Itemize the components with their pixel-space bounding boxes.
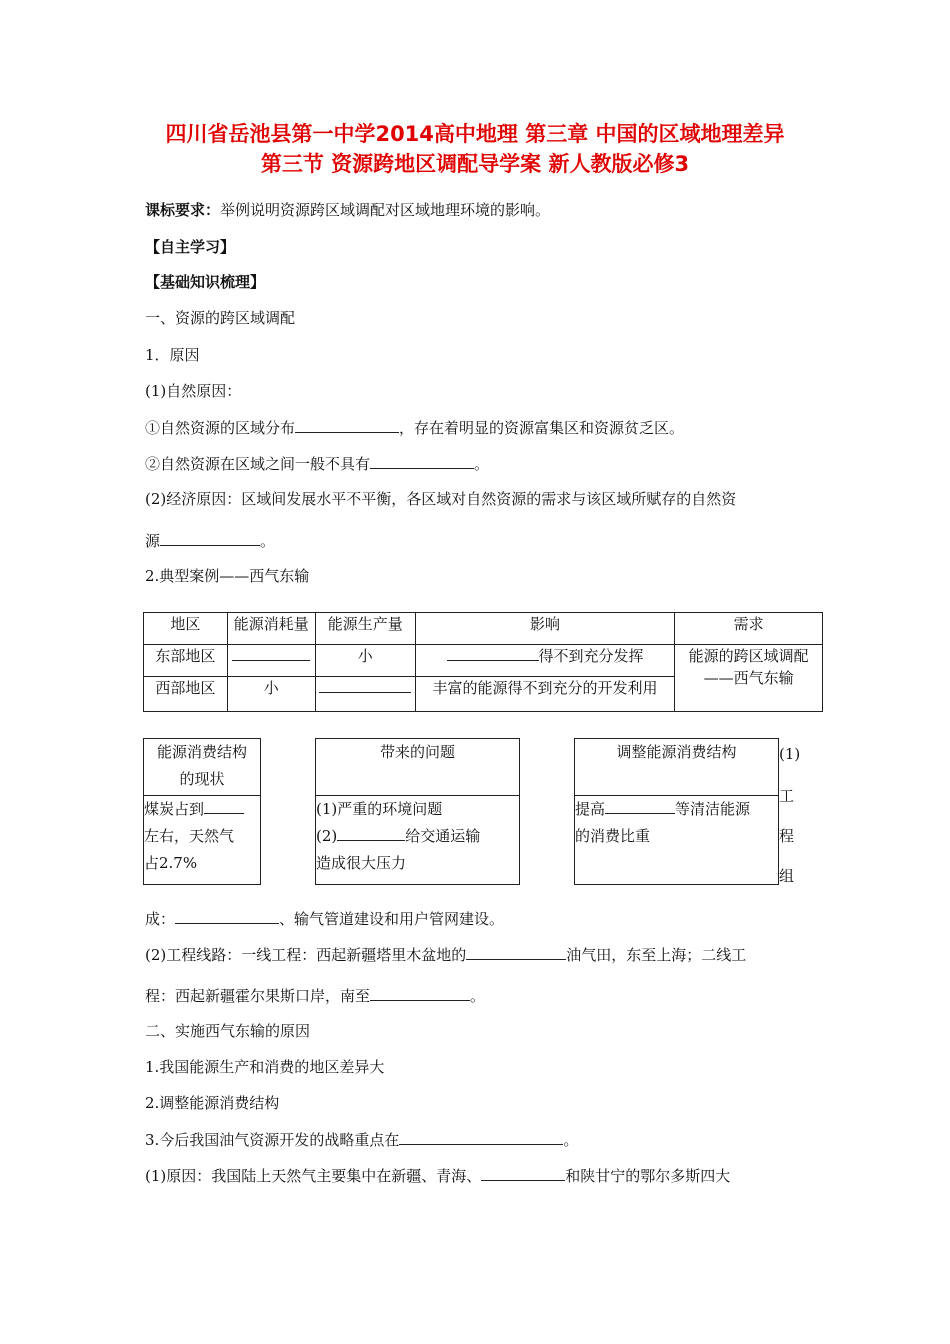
section-basic: 【基础知识梳理】 [145,273,266,291]
blank-south-end[interactable] [370,985,470,1001]
cell-east-region: 东部地区 [144,645,228,677]
box2-body-1: (1)严重的环境问题 [316,800,443,818]
economic-reason-2-b: 。 [260,532,276,550]
box-problems [315,738,520,885]
box1-header [144,739,260,796]
route-line-1 [145,944,746,965]
cell-need [675,645,823,712]
side-text-2: 工 [779,787,795,805]
doc-title-line1: 四川省岳池县第一中学2014高中地理 第三章 中国的区域地理差异 [165,122,785,146]
box1-header-2: 的现状 [179,770,225,788]
reason-3-b: 。 [563,1131,579,1149]
box2-body-3: 造成很大压力 [316,854,407,872]
doc-title-line2: 第三节 资源跨地区调配导学案 新人教版必修3 [260,152,690,176]
box-current-structure [143,738,261,885]
cell-west-production [315,677,415,712]
natural-item-2-b: 。 [474,455,490,473]
case-heading: 2.典型案例——西气东输 [145,567,310,585]
box3-body-2: 的消费比重 [575,827,651,845]
cell-east-production: 小 [315,645,415,677]
economic-reason-2-a: 源 [145,532,161,550]
side-text-4: 组 [779,867,795,885]
table-row-east [144,645,823,677]
heading-1: 一、资源的跨区域调配 [145,309,296,327]
header-impact: 影响 [415,613,675,645]
box-adjust-structure [574,738,779,885]
cell-east-impact [415,645,675,677]
box1-body-2: 左右，天然气 [144,827,235,845]
route-line-2-b: 。 [470,987,486,1005]
blank-east-impact[interactable] [447,645,539,661]
composition-a: 成： [145,910,176,928]
cell-east-consumption [227,645,315,677]
blank-2[interactable] [370,453,474,469]
natural-reason: (1)自然原因： [145,382,242,400]
box2-body-2 [316,823,519,850]
cell-west-consumption: 小 [227,677,315,712]
natural-item-1-b: ，存在着明显的资源富集区和资源贫乏区。 [399,419,685,437]
natural-item-1 [145,417,684,438]
reason-3 [145,1129,578,1150]
blank-clean-energy[interactable] [605,798,675,814]
route-line-1-b: 油气田，东至上海；二线工 [566,946,747,964]
need-line-2: ——西气东输 [703,669,794,687]
blank-east-consumption[interactable] [232,645,310,661]
box2-body-2-b: 给交通运输 [405,827,481,845]
composition-b: 、输气管道建设和用户管网建设。 [279,910,505,928]
box3-body-1-b: 等清洁能源 [675,800,751,818]
header-region: 地区 [144,613,228,645]
header-need: 需求 [675,613,823,645]
reason-4 [145,1165,730,1186]
route-line-1-a: (2)工程线路：一线工程：西起新疆塔里木盆地的 [145,946,467,964]
subheading-reason: 1．原因 [145,346,200,364]
blank-west-production[interactable] [319,677,411,693]
table-header-row [144,613,823,645]
reason-4-b: 和陕甘宁的鄂尔多斯四大 [565,1167,731,1185]
side-text-1: (1) [779,745,801,763]
blank-transport[interactable] [337,825,405,841]
natural-item-1-a: ①自然资源的区域分布 [145,419,296,437]
reason-4-a: (1)原因：我国陆上天然气主要集中在新疆、青海、 [145,1167,482,1185]
east-impact-text: 得不到充分发挥 [538,647,644,665]
box3-header: 调整能源消费结构 [575,739,778,796]
cell-west-impact: 丰富的能源得不到充分的开发利用 [415,677,675,712]
blank-3[interactable] [160,530,260,546]
cell-west-region: 西部地区 [144,677,228,712]
blank-gas-region[interactable] [481,1165,565,1181]
box2-body-2-a: (2) [316,827,338,845]
natural-item-2-a: ②自然资源在区域之间一般不具有 [145,455,371,473]
blank-1[interactable] [295,417,399,433]
reason-3-a: 3.今后我国油气资源开发的战略重点在 [145,1131,400,1149]
need-line-1: 能源的跨区域调配 [688,647,809,665]
box1-header-1: 能源消费结构 [156,743,247,761]
section-self-study: 【自主学习】 [145,238,236,256]
blank-strategy[interactable] [399,1129,563,1145]
header-production: 能源生产量 [315,613,415,645]
blank-oilfield[interactable] [466,944,566,960]
standard-label: 课标要求： [145,201,221,219]
box3-body-1-a: 提高 [575,800,606,818]
reason-1: 1.我国能源生产和消费的地区差异大 [145,1058,385,1076]
route-line-2 [145,985,485,1006]
economic-reason-1: (2)经济原因：区域间发展水平不平衡，各区域对自然资源的需求与该区域所赋存的自然资 [145,490,737,508]
route-line-2-a: 程：西起新疆霍尔果斯口岸，南至 [145,987,371,1005]
composition-line [145,908,504,929]
box1-body-1-text: 煤炭占到 [144,800,205,818]
heading-2: 二、实施西气东输的原因 [145,1022,311,1040]
reason-2: 2.调整能源消费结构 [145,1094,280,1112]
header-consumption: 能源消耗量 [227,613,315,645]
economic-reason-2 [145,530,275,551]
box3-body-1 [575,796,778,823]
blank-coal[interactable] [204,798,244,814]
side-text-3: 程 [779,827,795,845]
natural-item-2 [145,453,489,474]
box2-header: 带来的问题 [316,739,519,796]
blank-composition[interactable] [175,908,279,924]
standard-text: 举例说明资源跨区域调配对区域地理环境的影响。 [220,201,551,219]
box1-body-1 [144,796,260,823]
standard-line [145,200,550,220]
box1-body-3: 占2.7% [144,854,198,872]
comparison-table [143,612,823,712]
